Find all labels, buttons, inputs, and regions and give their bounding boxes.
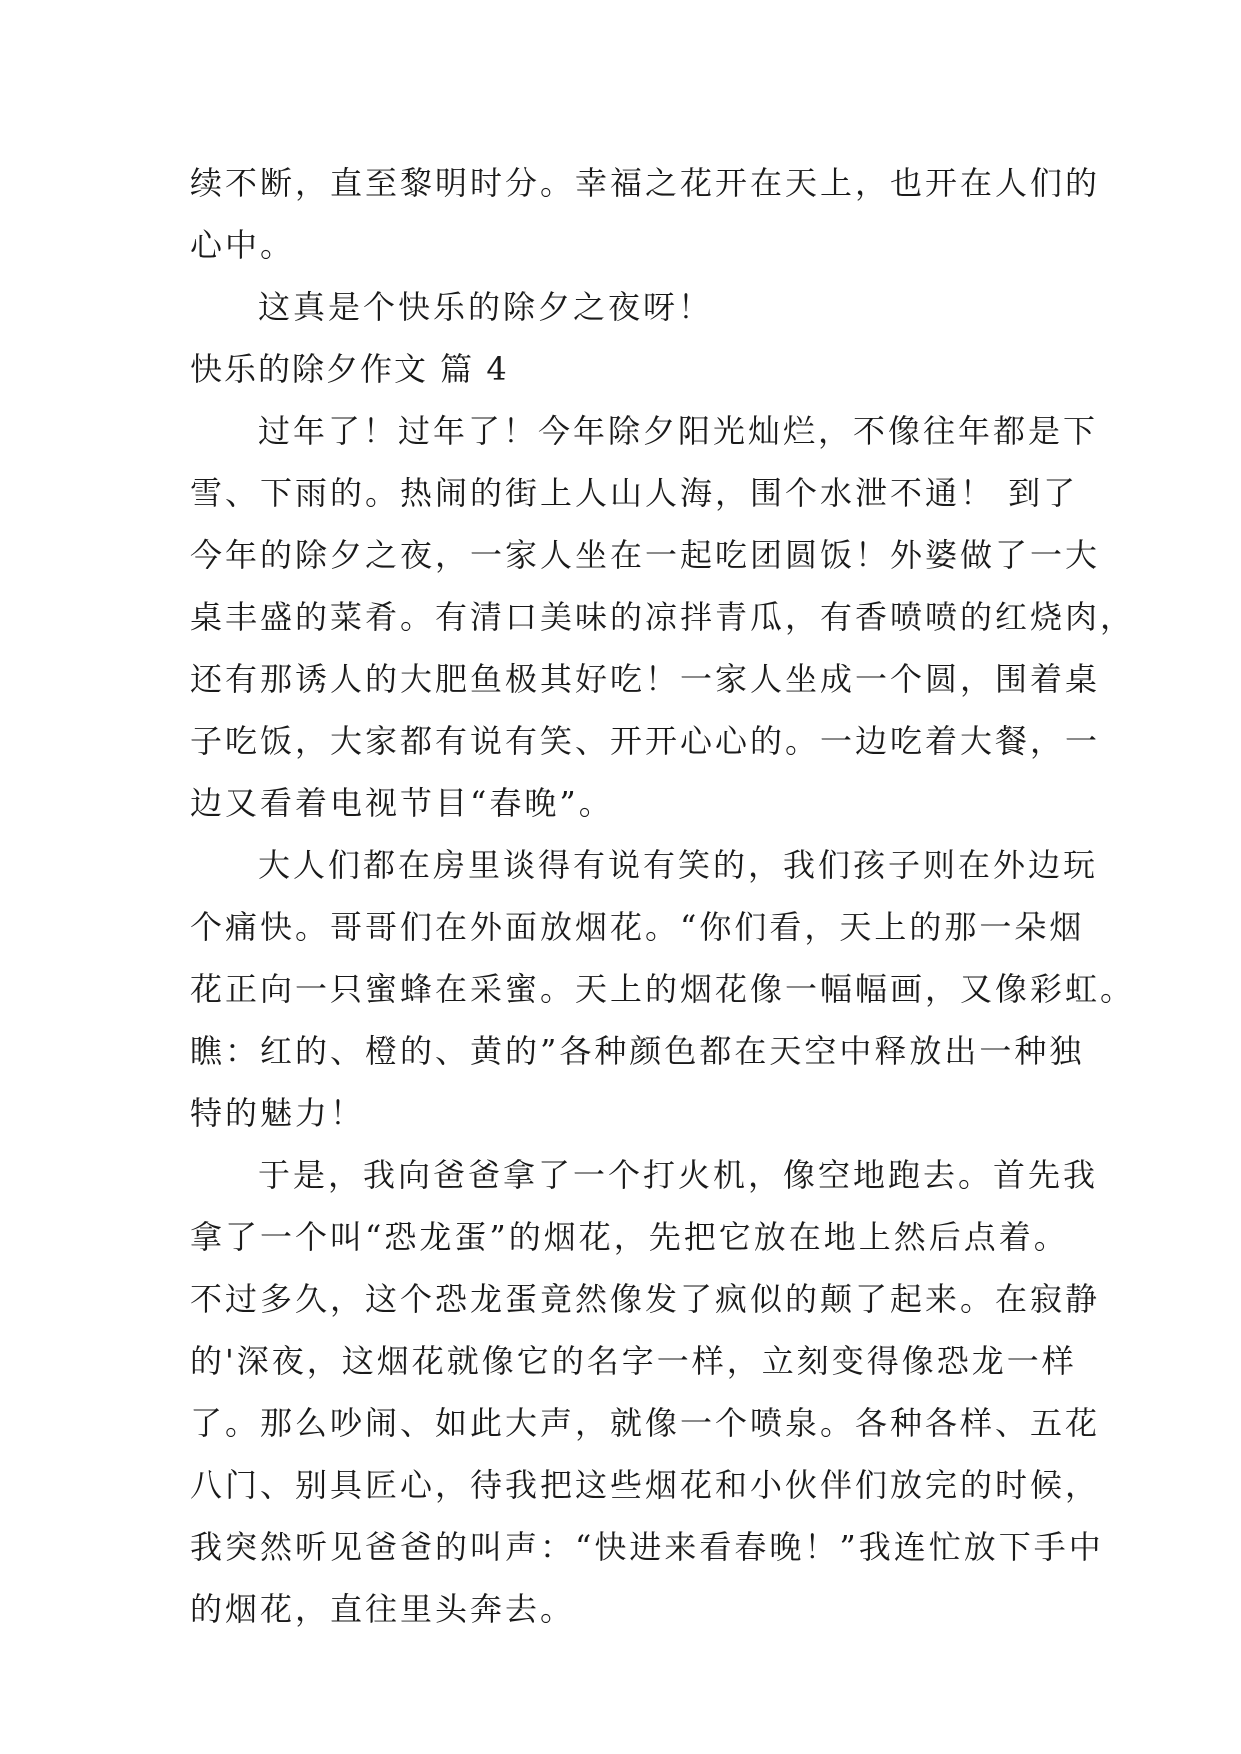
text-line: 雪、下雨的。热闹的街上人山人海，围个水泄不通！ 到了	[190, 474, 1079, 512]
paragraph-start: 过年了！过年了！今年除夕阳光灿烂，不像往年都是下	[258, 412, 1099, 450]
text-line: 瞧：红的、橙的、黄的”各种颜色都在天空中释放出一种独	[190, 1032, 1085, 1070]
text-line: 心中。	[190, 226, 296, 264]
paragraph-start: 大人们都在房里谈得有说有笑的，我们孩子则在外边玩	[258, 846, 1099, 884]
text-line: 续不断，直至黎明时分。幸福之花开在天上，也开在人们的	[190, 164, 1101, 202]
paragraph-start: 于是，我向爸爸拿了一个打火机，像空地跑去。首先我	[258, 1156, 1099, 1194]
text-line: 花正向一只蜜蜂在采蜜。天上的烟花像一幅幅画，又像彩虹。	[190, 970, 1136, 1008]
text-line: 不过多久，这个恐龙蛋竟然像发了疯似的颠了起来。在寂静	[190, 1280, 1101, 1318]
text-line: 桌丰盛的菜肴。有清口美味的凉拌青瓜，有香喷喷的红烧肉，	[190, 598, 1136, 636]
text-line: 子吃饭，大家都有说有笑、开开心心的。一边吃着大餐，一	[190, 722, 1101, 760]
text-line: 特的魅力！	[190, 1094, 366, 1132]
text-line: 个痛快。哥哥们在外面放烟花。“你们看，天上的那一朵烟	[190, 908, 1085, 946]
text-line: 边又看着电视节目“春晚”。	[190, 784, 614, 822]
text-line: 还有那诱人的大肥鱼极其好吃！一家人坐成一个圆，围着桌	[190, 660, 1101, 698]
text-line: 今年的除夕之夜，一家人坐在一起吃团圆饭！外婆做了一大	[190, 536, 1101, 574]
section-heading: 快乐的除夕作文 篇 4	[190, 350, 509, 388]
text-line: 的烟花，直往里头奔去。	[190, 1590, 576, 1628]
text-line: 了。那么吵闹、如此大声，就像一个喷泉。各种各样、五花	[190, 1404, 1101, 1442]
text-line: 拿了一个叫“恐龙蛋”的烟花，先把它放在地上然后点着。	[190, 1218, 1069, 1256]
text-line: 的'深夜，这烟花就像它的名字一样，立刻变得像恐龙一样	[190, 1342, 1077, 1380]
text-line: 八门、别具匠心，待我把这些烟花和小伙伴们放完的时候，	[190, 1466, 1101, 1504]
document-body	[190, 152, 1136, 1640]
paragraph-start: 这真是个快乐的除夕之夜呀！	[258, 288, 714, 326]
text-line: 我突然听见爸爸的叫声：“快进来看春晚！”我连忙放下手中	[190, 1528, 1104, 1566]
